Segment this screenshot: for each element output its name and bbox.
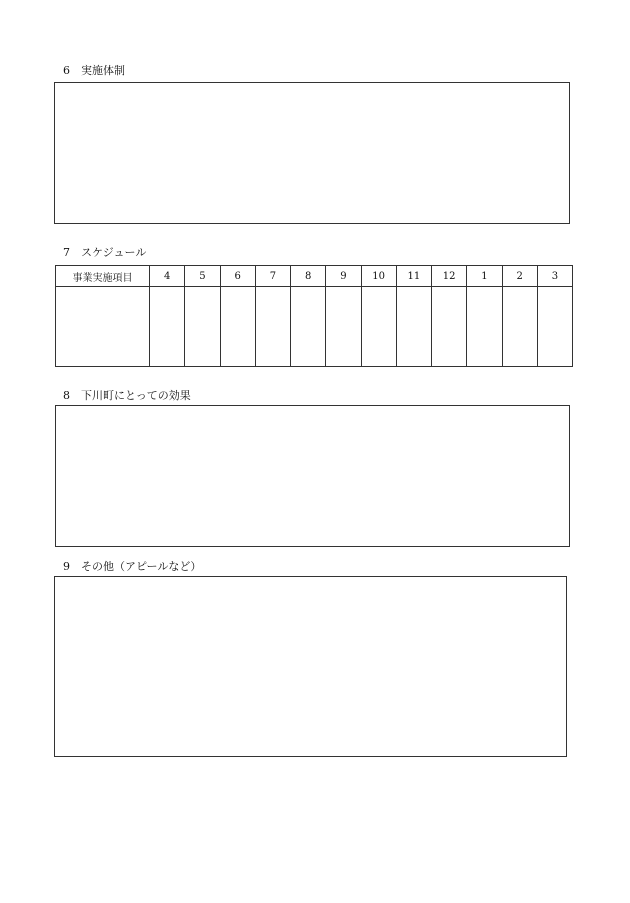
schedule-month-cell[interactable] [502,287,537,367]
section-title-text: その他（アピールなど） [81,560,202,573]
month-header: 6 [220,266,255,287]
section-number: 8 [63,389,70,402]
section-9-heading [63,560,201,574]
month-header: 9 [326,266,361,287]
other-appeal-field[interactable] [54,576,567,757]
month-header: 1 [467,266,502,287]
schedule-body-row [56,287,573,367]
section-number: 6 [63,64,70,77]
section-7-heading [63,246,146,260]
month-header: 11 [396,266,431,287]
section-title-text: 下川町にとっての効果 [81,389,191,402]
schedule-month-cell[interactable] [220,287,255,367]
month-header: 12 [432,266,467,287]
schedule-month-cell[interactable] [361,287,396,367]
implementation-structure-field[interactable] [54,82,570,224]
schedule-table [55,265,573,367]
month-header: 10 [361,266,396,287]
month-header: 5 [185,266,220,287]
schedule-item-cell[interactable] [56,287,150,367]
effects-for-town-field[interactable] [55,405,570,547]
schedule-month-cell[interactable] [255,287,290,367]
section-title-text: 実施体制 [81,64,125,77]
schedule-month-cell[interactable] [537,287,572,367]
month-header: 8 [291,266,326,287]
schedule-item-header: 事業実施項目 [56,266,150,287]
schedule-month-cell[interactable] [396,287,431,367]
schedule-month-cell[interactable] [326,287,361,367]
month-header: 3 [537,266,572,287]
month-header: 7 [255,266,290,287]
section-6-heading [63,64,125,78]
section-number: 7 [63,246,70,259]
month-header: 4 [150,266,185,287]
section-title-text: スケジュール [81,246,147,259]
schedule-header-row [56,266,573,287]
section-8-heading [63,389,191,403]
schedule-month-cell[interactable] [185,287,220,367]
month-header: 2 [502,266,537,287]
schedule-month-cell[interactable] [432,287,467,367]
schedule-month-cell[interactable] [291,287,326,367]
schedule-month-cell[interactable] [467,287,502,367]
section-number: 9 [63,560,70,573]
schedule-month-cell[interactable] [150,287,185,367]
